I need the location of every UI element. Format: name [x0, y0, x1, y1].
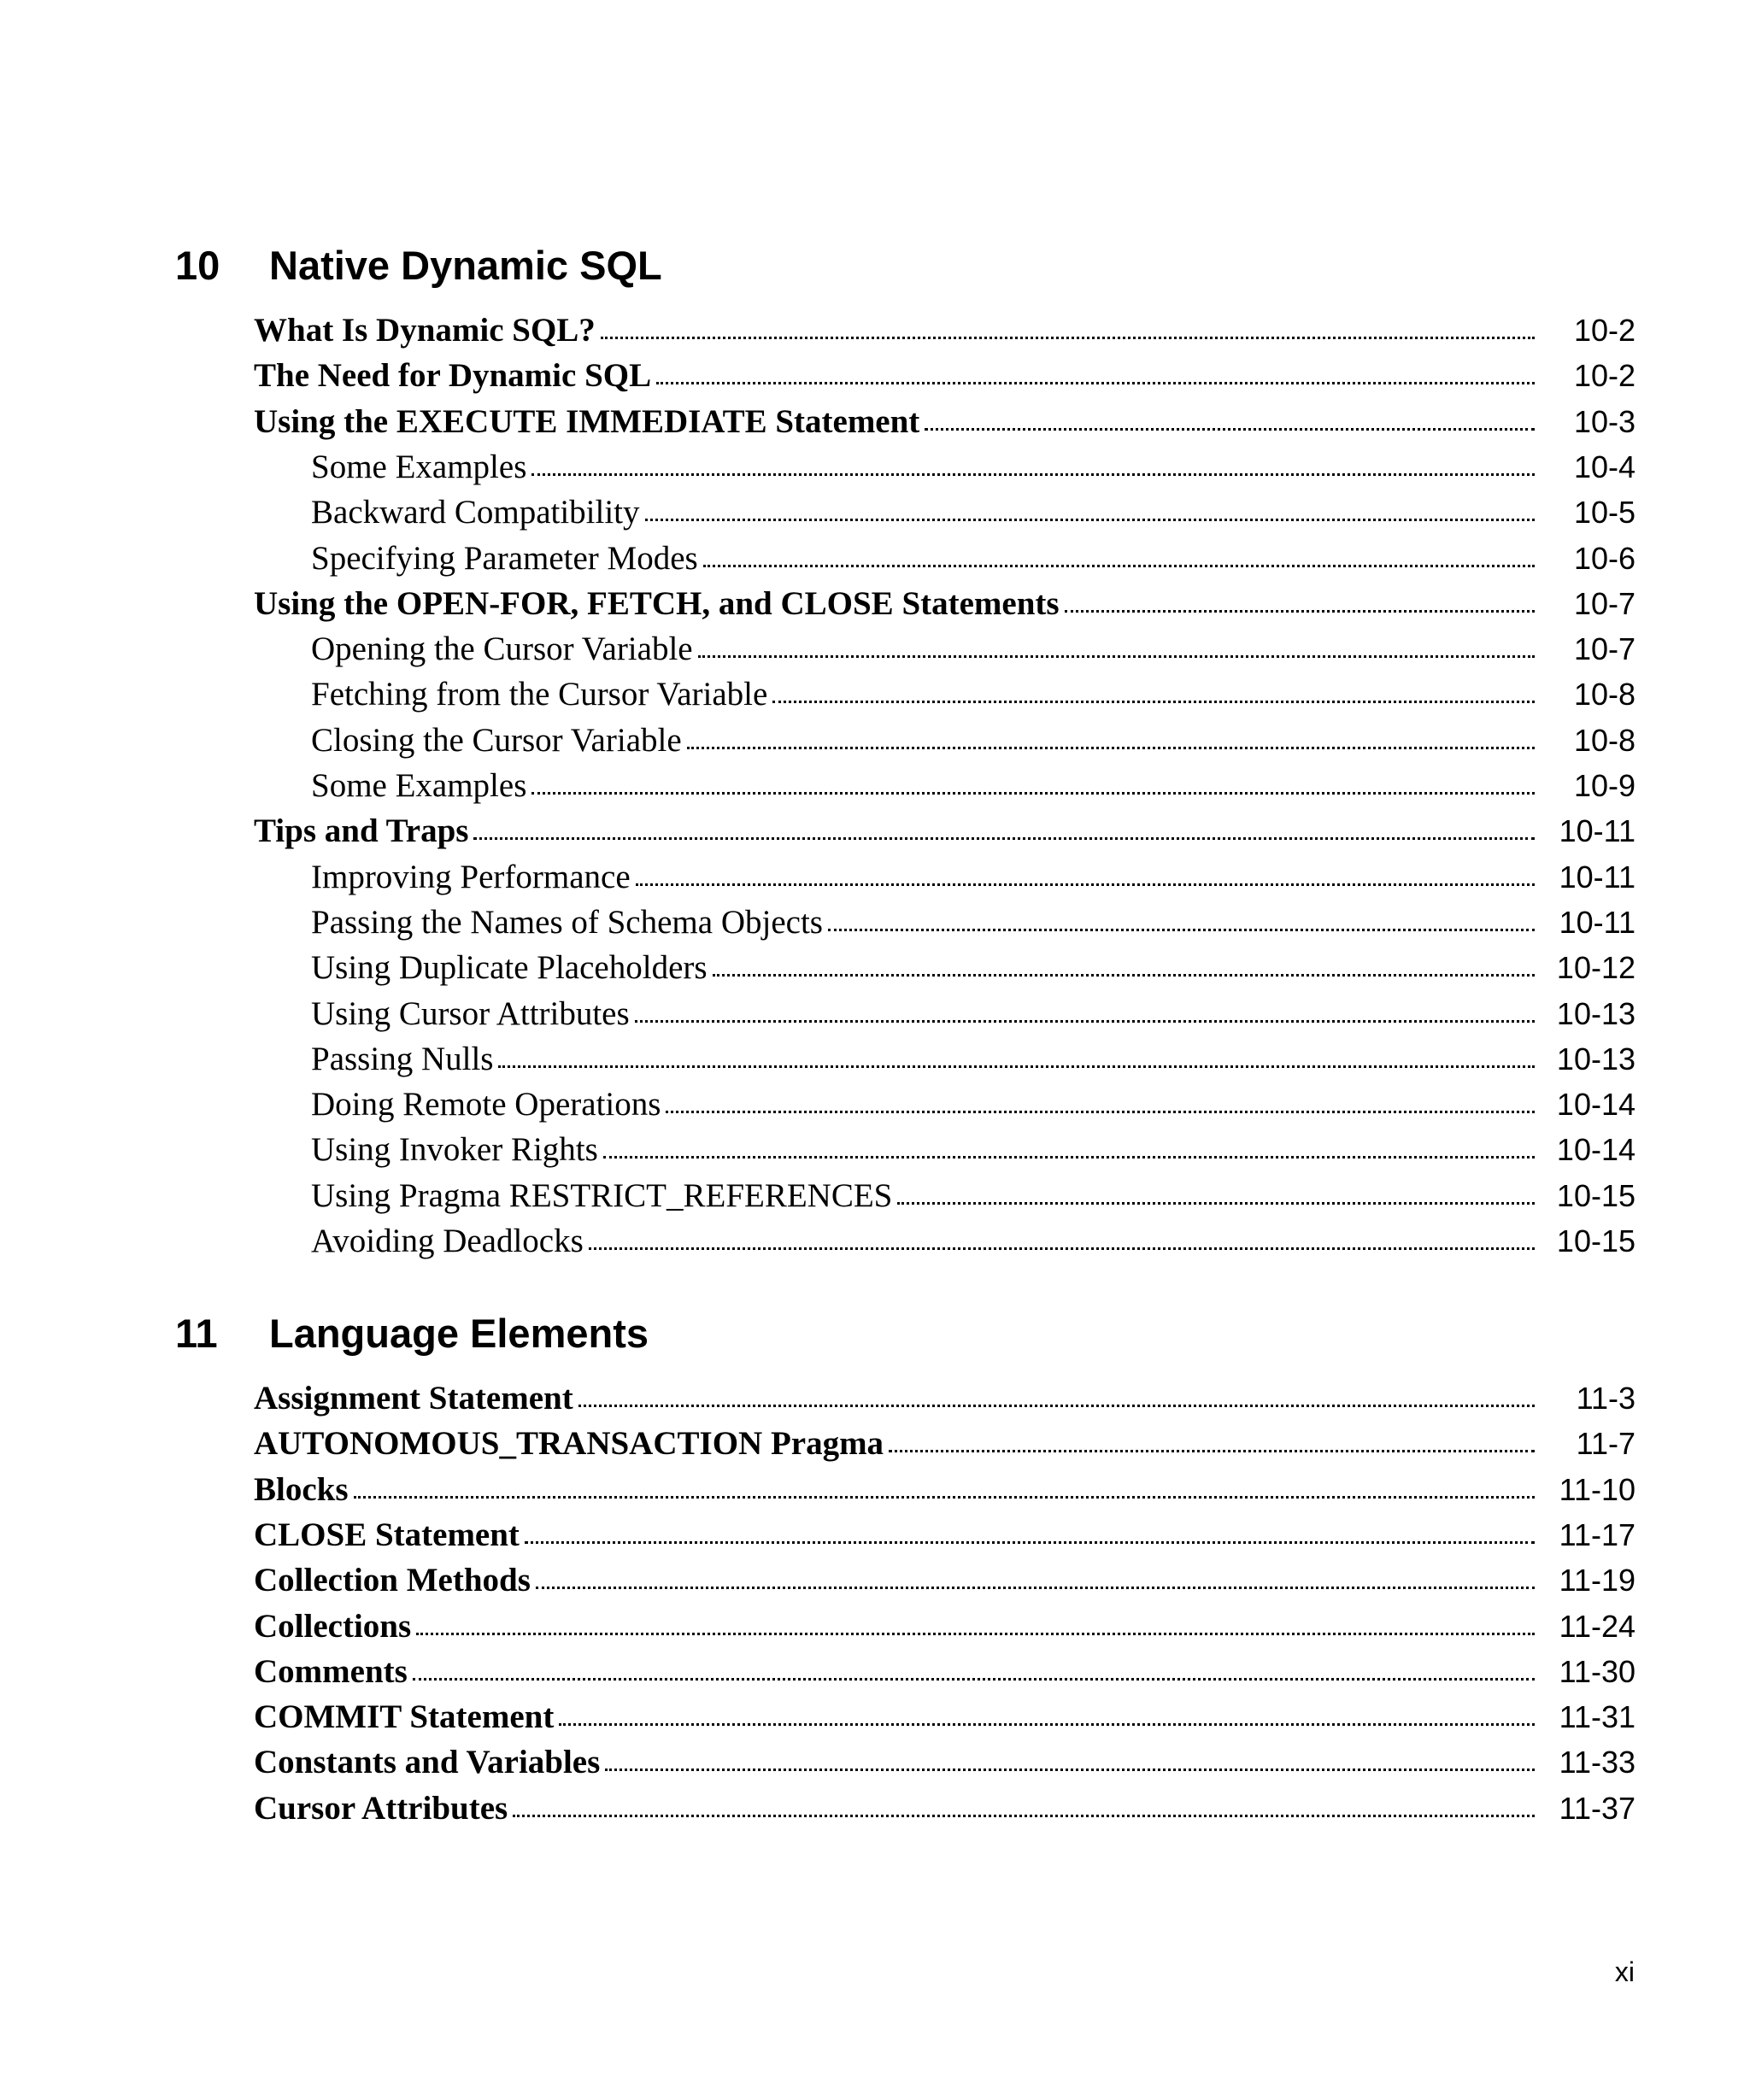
toc-entry-page: 11-31 — [1559, 1699, 1635, 1734]
dot-leader — [1065, 610, 1535, 613]
toc-entry-page: 10-13 — [1556, 996, 1635, 1031]
toc-entry[interactable] — [311, 1130, 1635, 1176]
dot-leader — [601, 337, 1535, 339]
toc-entry-page: 11-17 — [1559, 1517, 1635, 1552]
toc-entry-title: COMMIT Statement — [254, 1698, 555, 1735]
dot-leader — [354, 1496, 1535, 1499]
toc-entry[interactable] — [254, 1561, 1635, 1606]
toc-entry-page: 10-12 — [1556, 950, 1635, 985]
toc-entry-page: 10-5 — [1573, 495, 1635, 530]
dot-leader — [531, 473, 1535, 476]
toc-entry-title: AUTONOMOUS_TRANSACTION Pragma — [254, 1425, 884, 1462]
dot-leader — [897, 1202, 1535, 1205]
dot-leader — [772, 701, 1535, 703]
toc-entry-page: 10-11 — [1559, 905, 1635, 940]
toc-entry-title: Using the OPEN-FOR, FETCH, and CLOSE Statements — [254, 585, 1060, 622]
toc-entry[interactable] — [254, 1789, 1635, 1834]
dot-leader — [578, 1405, 1535, 1407]
toc-entry-title: Cursor Attributes — [254, 1790, 508, 1827]
toc-entry-title: Using Invoker Rights — [311, 1131, 598, 1168]
toc-entry-page: 10-14 — [1556, 1087, 1635, 1122]
toc-entry-title: Backward Compatibility — [311, 494, 640, 531]
toc-entry[interactable] — [254, 311, 1635, 356]
chapter-number: 11 — [175, 1310, 218, 1356]
toc-entry[interactable] — [311, 903, 1635, 948]
toc-entry-page: 10-15 — [1556, 1178, 1635, 1213]
toc-entry[interactable] — [311, 858, 1635, 903]
dot-leader — [703, 565, 1535, 567]
toc-entry-title: Fetching from the Cursor Variable — [311, 676, 768, 713]
toc-entry-title: Collections — [254, 1608, 412, 1645]
toc-entry[interactable] — [311, 1176, 1635, 1222]
dot-leader — [559, 1723, 1535, 1726]
toc-entry[interactable] — [311, 994, 1635, 1040]
dot-leader — [589, 1247, 1535, 1250]
toc-entry-title: Specifying Parameter Modes — [311, 540, 698, 577]
toc-entry-page: 10-6 — [1573, 541, 1635, 576]
toc-entry-title: Doing Remote Operations — [311, 1086, 661, 1123]
toc-entry-title: Using Pragma RESTRICT_REFERENCES — [311, 1177, 893, 1214]
toc-entry[interactable] — [311, 766, 1635, 812]
dot-leader — [828, 929, 1535, 931]
toc-entry-page: 10-13 — [1556, 1041, 1635, 1076]
chapter-title: Language Elements — [269, 1310, 649, 1356]
toc-entry-page: 10-8 — [1573, 723, 1635, 758]
toc-entry[interactable] — [311, 1085, 1635, 1130]
dot-leader — [531, 792, 1535, 795]
toc-entry[interactable] — [254, 1607, 1635, 1652]
toc-entry-page: 11-7 — [1576, 1426, 1635, 1461]
toc-entry[interactable] — [254, 1379, 1635, 1424]
toc-entry-page: 10-11 — [1559, 859, 1635, 895]
toc-entry-title: Blocks — [254, 1471, 349, 1508]
toc-entry[interactable] — [254, 812, 1635, 857]
toc-entry-title: Closing the Cursor Variable — [311, 722, 682, 759]
toc-entry-title: Comments — [254, 1653, 408, 1690]
dot-leader — [925, 428, 1535, 431]
toc-entry[interactable] — [254, 584, 1635, 630]
toc-entry-title: Using the EXECUTE IMMEDIATE Statement — [254, 403, 920, 440]
dot-leader — [889, 1450, 1535, 1452]
dot-leader — [656, 382, 1535, 384]
dot-leader — [687, 747, 1535, 749]
toc-entry-title: Some Examples — [311, 449, 527, 485]
toc-entry-title: Collection Methods — [254, 1562, 531, 1598]
toc-entry-page: 10-7 — [1573, 586, 1635, 621]
dot-leader — [698, 655, 1535, 658]
toc-entry[interactable] — [254, 402, 1635, 448]
toc-entry-title: Constants and Variables — [254, 1744, 601, 1780]
dot-leader — [713, 974, 1535, 977]
toc-entry-page: 10-15 — [1556, 1223, 1635, 1258]
toc-entry-page: 11-37 — [1559, 1791, 1635, 1826]
dot-leader — [635, 1020, 1535, 1023]
dot-leader — [413, 1678, 1535, 1681]
toc-entry-page: 10-2 — [1573, 358, 1635, 393]
chapter-title: Native Dynamic SQL — [269, 242, 662, 288]
toc-entry-page: 10-14 — [1556, 1132, 1635, 1167]
toc-entry-page: 11-30 — [1559, 1654, 1635, 1689]
toc-entry[interactable] — [311, 1040, 1635, 1085]
toc-entry-page: 10-7 — [1573, 631, 1635, 666]
toc-entry-title: Tips and Traps — [254, 812, 469, 849]
toc-entry[interactable] — [254, 1470, 1635, 1516]
toc-entry-title: The Need for Dynamic SQL — [254, 357, 652, 394]
dot-leader — [603, 1156, 1535, 1159]
toc-entry[interactable] — [254, 356, 1635, 402]
toc-entry-title: CLOSE Statement — [254, 1516, 520, 1553]
toc-entry[interactable] — [311, 539, 1635, 584]
toc-entry-title: Using Duplicate Placeholders — [311, 949, 708, 986]
toc-entry[interactable] — [254, 1424, 1635, 1469]
toc-entry-page: 10-3 — [1573, 404, 1635, 439]
dot-leader — [636, 883, 1535, 886]
toc-entry-title: Using Cursor Attributes — [311, 995, 630, 1032]
dot-leader — [473, 837, 1535, 840]
toc-entry[interactable] — [311, 1222, 1635, 1267]
chapter-heading — [175, 239, 662, 290]
toc-entry-title: Some Examples — [311, 767, 527, 804]
toc-entry[interactable] — [311, 721, 1635, 766]
toc-entry-title: What Is Dynamic SQL? — [254, 312, 596, 349]
toc-entry[interactable] — [311, 675, 1635, 720]
toc-entry-title: Avoiding Deadlocks — [311, 1223, 584, 1259]
toc-entry[interactable] — [254, 1516, 1635, 1561]
toc-entry-title: Improving Performance — [311, 859, 631, 895]
toc-entry[interactable] — [254, 1698, 1635, 1743]
toc-entry[interactable] — [311, 630, 1635, 675]
chapter-heading — [175, 1307, 649, 1358]
toc-entry[interactable] — [311, 948, 1635, 994]
chapter-number: 10 — [175, 242, 220, 288]
toc-entry-page: 10-9 — [1573, 768, 1635, 803]
dot-leader — [525, 1541, 1535, 1544]
toc-entry[interactable] — [254, 1743, 1635, 1788]
toc-entry[interactable] — [311, 448, 1635, 493]
toc-entry-page: 10-2 — [1573, 313, 1635, 348]
toc-entry[interactable] — [254, 1652, 1635, 1698]
toc-entry-page: 11-3 — [1576, 1381, 1635, 1416]
dot-leader — [645, 519, 1535, 521]
dot-leader — [498, 1065, 1535, 1068]
toc-entry-page: 10-8 — [1573, 677, 1635, 712]
dot-leader — [513, 1815, 1535, 1817]
toc-entry-title: Opening the Cursor Variable — [311, 631, 693, 667]
toc-entry-title: Assignment Statement — [254, 1380, 573, 1417]
page-number: xi — [1614, 1956, 1635, 1987]
toc-entry-page: 11-19 — [1559, 1563, 1635, 1598]
toc-entry[interactable] — [311, 493, 1635, 538]
dot-leader — [666, 1111, 1535, 1113]
toc-entry-page: 10-11 — [1559, 813, 1635, 848]
toc-entry-title: Passing Nulls — [311, 1041, 494, 1077]
toc-entry-page: 11-33 — [1559, 1745, 1635, 1780]
toc-entry-page: 11-10 — [1559, 1472, 1635, 1507]
toc-entry-page: 10-4 — [1573, 449, 1635, 484]
dot-leader — [536, 1587, 1535, 1589]
toc-entry-title: Passing the Names of Schema Objects — [311, 904, 823, 941]
dot-leader — [605, 1769, 1535, 1771]
toc-entry-page: 11-24 — [1559, 1609, 1635, 1644]
dot-leader — [416, 1633, 1535, 1635]
